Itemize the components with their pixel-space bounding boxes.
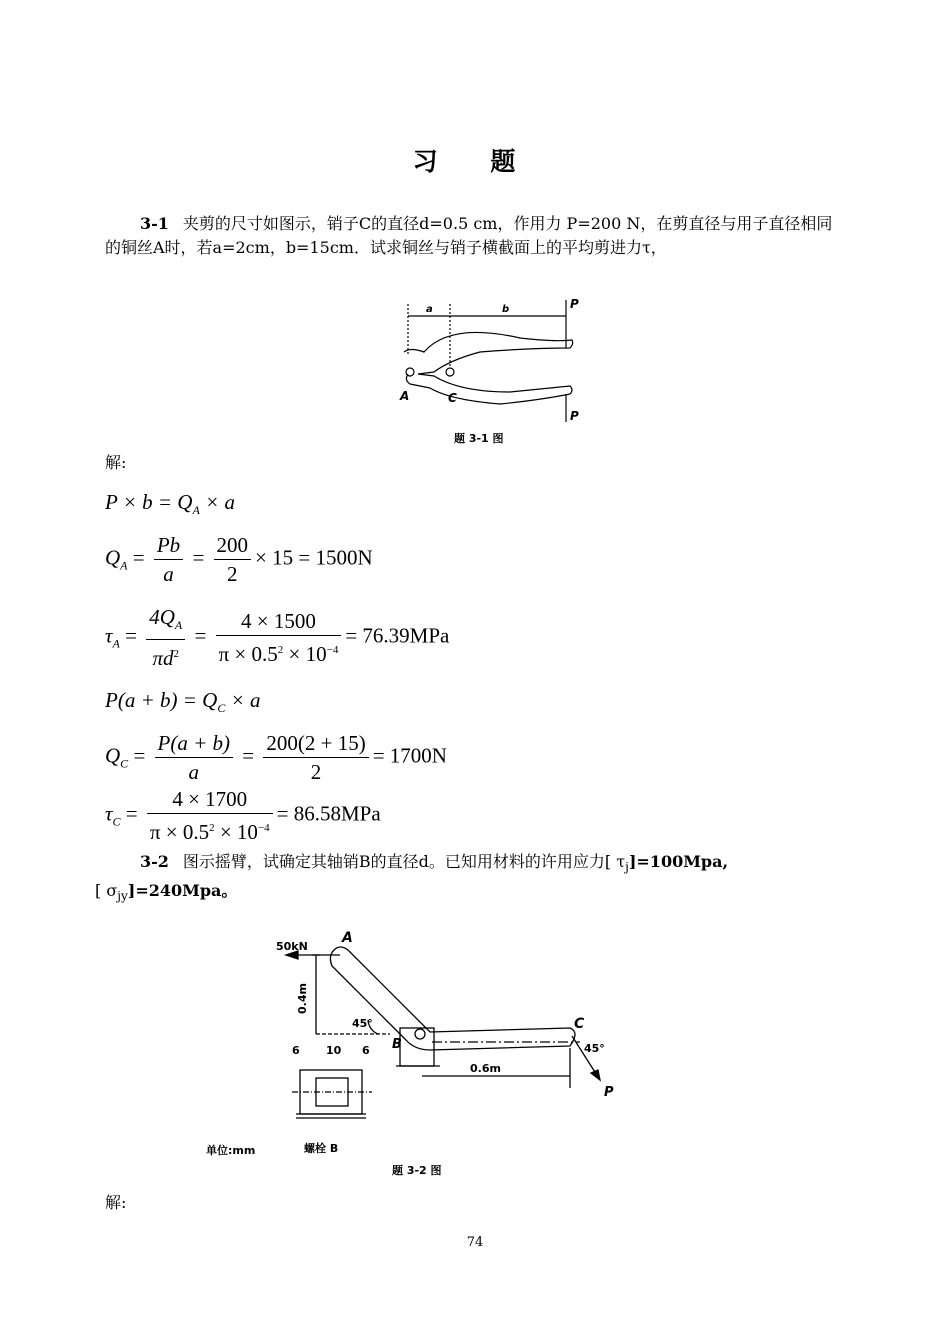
label-force: 50kN (276, 940, 308, 953)
label-height: 0.4m (296, 983, 309, 1014)
equation-6: $\tau_C$ = $\frac{4 \times 1700}{\pi \times 0.5^2 \times 10^{-4}}$ = 86.58MPa (105, 787, 381, 844)
dim-10: 10 (326, 1044, 342, 1057)
label-p-bottom: P (570, 409, 579, 423)
equation-3: $\tau_A$ = $\frac{4Q_A}{\pi d^2}$ = $\frac{4 \times 1500}{\pi \times 0.5^2 \times 10^{-4}}$ = 76.39MPa (105, 605, 450, 671)
figure-caption: 题 3-1 图 (454, 432, 504, 445)
label-p-top: P (570, 297, 579, 311)
page-number: 74 (466, 1235, 484, 1250)
label-a: a (426, 304, 433, 315)
label-length: 0.6m (470, 1062, 501, 1075)
label-b: b (502, 304, 510, 315)
equation-2: $Q_A$ = $\frac{Pb}{a}$ = $\frac{200}{2}$ × 15 = 1500N (105, 533, 373, 586)
equation-5: $Q_C$ = $\frac{P(a + b)}{a}$ = $\frac{200(2 + 15)}{2}$ = 1700N (105, 731, 447, 784)
label-angle-45-c: 45° (584, 1042, 605, 1055)
label-unit: 单位:mm (206, 1144, 256, 1157)
problem-text: 夹剪的尺寸如图示，销子C的直径d=0.5 cm，作用力 P=200 N，在剪直径与用子直径相同的铜丝A时，若a=2cm，b=15cm．试求铜丝与销子横截面上的平均剪进力τ， (105, 214, 833, 257)
label-b-point: B (392, 1037, 402, 1052)
label-a-point: A (342, 930, 353, 946)
page-title: 习 题 (412, 147, 538, 176)
label-a-point: A (400, 389, 410, 403)
label-angle-45-a: 45° (352, 1017, 373, 1030)
problem-3-1 (105, 212, 840, 260)
solution-label: 解: (105, 1193, 127, 1212)
problem-number: 3-2 (140, 852, 169, 871)
equation-1: $P \times b = Q_A \times a$ (105, 490, 235, 518)
dim-6-right: 6 (362, 1044, 370, 1057)
figure-3-1 (390, 292, 600, 452)
label-p: P (604, 1085, 614, 1100)
equation-4: $P(a + b) = Q_C \times a$ (105, 688, 261, 716)
problem-3-2: 3-2 图示摇臂，试确定其轴销B的直径d。已知用材料的许用应力[ $\tau_j]=100Mpa$, [ $\sigma_{jy}]=240Mpa$。 (95, 852, 729, 904)
problem-number: 3-1 (140, 214, 169, 233)
figure-3-2 (200, 928, 640, 1184)
figure-caption: 题 3-2 图 (392, 1164, 442, 1177)
label-c-point: C (574, 1016, 585, 1032)
solution-label: 解: (105, 453, 127, 472)
dim-6-left: 6 (292, 1044, 300, 1057)
label-c-point: C (448, 391, 457, 405)
label-bolt: 螺栓 B (304, 1142, 339, 1155)
